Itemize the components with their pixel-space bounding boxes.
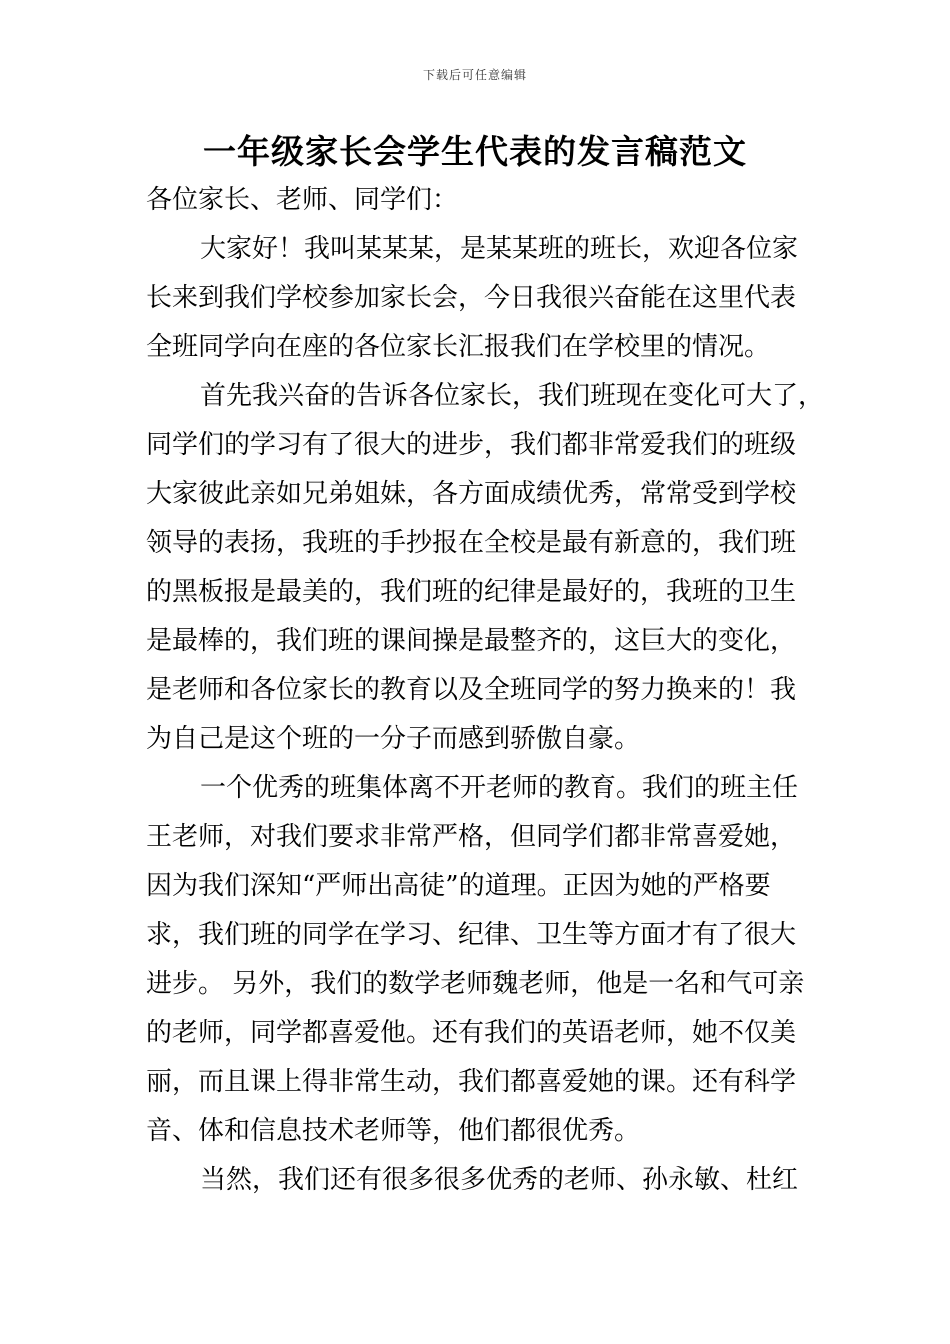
text-line: 王老师，对我们要求非常严格，但同学们都非常喜爱她， [146,822,797,852]
text-line: 一个优秀的班集体离不开老师的教育。我们的班主任 [200,773,799,803]
text-line: 当然，我们还有很多很多优秀的老师、孙永敏、杜红 [200,1165,799,1195]
text-line: 音、体和信息技术老师等，他们都很优秀。 [146,1116,641,1146]
text-line: 长来到我们学校参加家长会，今日我很兴奋能在这里代表 [146,283,797,313]
document-title: 一年级家长会学生代表的发言稿范文 [203,132,747,171]
text-line: 大家彼此亲如兄弟姐妹，各方面成绩优秀，常常受到学校 [146,479,797,509]
text-line: 各位家长、老师、同学们： [146,185,459,215]
text-line: 是最棒的，我们班的课间操是最整齐的，这巨大的变化， [146,626,797,656]
text-line: 因为我们深知“严师出高徒”的道理。正因为她的严格要 [146,871,771,901]
text-line: 求，我们班的同学在学习、纪律、卫生等方面才有了很大 [146,920,797,950]
text-line: 丽，而且课上得非常生动，我们都喜爱她的课。还有科学 [146,1067,797,1097]
text-line: 全班同学向在座的各位家长汇报我们在学校里的情况。 [146,332,771,362]
body-text [146,176,826,1205]
header-note: 下载后可任意编辑 [422,68,527,82]
text-line: 的黑板报是最美的，我们班的纪律是最好的，我班的卫生 [146,577,797,607]
text-line: 进步。 另外，我们的数学老师魏老师，他是一名和气可亲 [146,969,805,999]
text-line: 领导的表扬，我班的手抄报在全校是最有新意的，我们班 [146,528,797,558]
text-line: 首先我兴奋的告诉各位家长，我们班现在变化可大了， [200,381,825,411]
text-line: 为自己是这个班的一分子而感到骄傲自豪。 [146,724,641,754]
text-line: 的老师，同学都喜爱他。还有我们的英语老师，她不仅美 [146,1018,797,1048]
text-line: 是老师和各位家长的教育以及全班同学的努力换来的！我 [146,675,797,705]
text-line: 大家好！我叫某某某，是某某班的班长，欢迎各位家 [200,234,799,264]
text-line: 同学们的学习有了很大的进步，我们都非常爱我们的班级 [146,430,797,460]
